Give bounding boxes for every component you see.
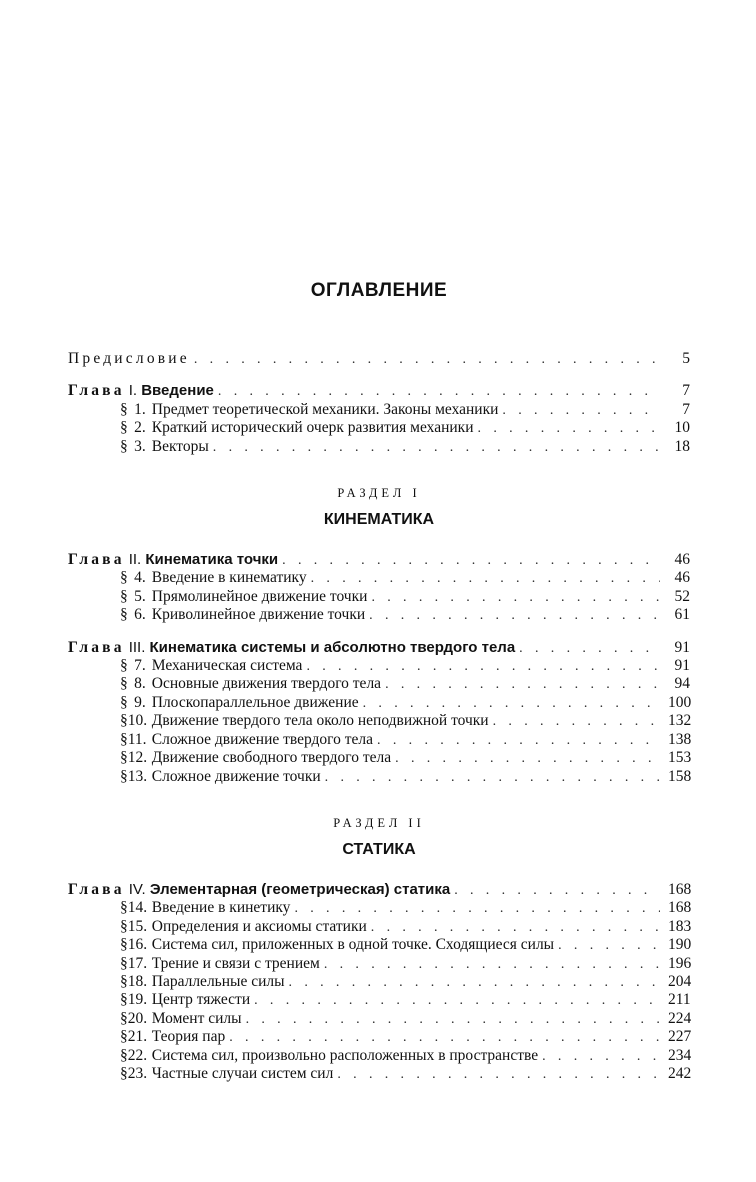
dot-leader [558,937,660,954]
page-number: 10 [674,419,690,437]
page-number: 18 [674,437,690,455]
section-symbol: § [120,419,128,437]
section-symbol: § [120,749,128,767]
toc-section[interactable] [68,401,690,419]
section-number: 7. [134,657,146,675]
toc-entry-preface[interactable] [68,350,690,368]
section-number: 17. [127,954,148,972]
toc-section[interactable] [68,588,690,606]
section-number: 1. [134,400,146,418]
section-number: 5. [134,587,146,605]
dot-leader [519,640,660,657]
page-number: 46 [674,569,690,587]
dot-leader [363,695,660,712]
toc-chapter-1[interactable] [68,382,690,400]
page-number: 190 [668,936,692,954]
page-number: 153 [668,749,692,767]
toc-section[interactable] [68,712,690,730]
dot-leader [254,992,660,1009]
section-symbol: § [120,1009,128,1027]
part-title: КИНЕМАТИКА [323,511,435,529]
dot-leader [385,676,660,693]
section-symbol: § [120,767,128,785]
dot-leader [325,769,660,786]
section-title: Введение в кинетику [151,899,291,917]
section-symbol: § [120,675,128,693]
section-title: Центр тяжести [151,991,251,1009]
section-number: 21. [127,1028,148,1046]
toc-chapter-4[interactable] [68,881,690,899]
page-number: 7 [682,382,690,400]
section-number: 2. [134,419,146,437]
section-title: Система сил, произвольно расположенных в пространстве [151,1046,539,1064]
toc-section[interactable] [68,657,690,675]
section-title: Теория пар [151,1028,226,1046]
section-title: Определения и аксиомы статики [151,917,367,935]
toc-section[interactable] [68,1028,690,1046]
section-title: Предмет теоретической механики. Законы механики [151,400,499,418]
dot-leader [194,351,660,368]
toc-section[interactable] [68,936,690,954]
dot-leader [371,589,660,606]
page-number: 168 [668,899,692,917]
toc-section[interactable] [68,675,690,693]
page-number: 132 [668,712,692,730]
section-title: Плоскопараллельное движение [151,693,359,711]
section-number: 6. [134,606,146,624]
section-symbol: § [120,991,128,1009]
dot-leader [324,956,660,973]
page-number: 94 [674,675,690,693]
dot-leader [306,658,660,675]
dot-leader [213,439,660,456]
dot-leader [282,552,660,569]
section-title: Криволинейное движение точки [151,606,366,624]
section-symbol: § [120,712,128,730]
preface-label: Предисловие [68,350,190,367]
section-title: Момент силы [151,1009,242,1027]
section-number: 11. [127,730,147,748]
section-number: 4. [134,569,146,587]
section-symbol: § [120,1046,128,1064]
toc-section[interactable] [68,419,690,437]
page-number: 211 [668,991,691,1009]
page-number: 168 [668,880,692,898]
toc-section[interactable] [68,973,690,991]
dot-leader [377,732,660,749]
toc-section[interactable] [68,899,690,917]
dot-leader [395,750,660,767]
section-number: 14. [127,899,148,917]
section-number: 9. [134,693,146,711]
section-number: 15. [127,917,148,935]
dot-leader [289,974,660,991]
section-title: Основные движения твердого тела [151,675,382,693]
toc-section[interactable] [68,569,690,587]
section-number: 19. [127,991,148,1009]
section-title: Краткий исторический очерк развития механики [151,419,474,437]
page-number: 158 [668,767,692,785]
chapter-heading: II. Кинематика точки [128,551,279,569]
toc-section[interactable] [68,991,690,1009]
dot-leader [371,919,660,936]
dot-leader [294,900,660,917]
chapter-word: Глава [68,382,125,400]
toc-chapter-3[interactable] [68,639,690,657]
page-number: 234 [668,1046,692,1064]
section-title: Векторы [151,437,209,455]
section-symbol: § [120,954,128,972]
toc-section[interactable] [68,1047,690,1065]
dot-leader [337,1066,660,1083]
toc-section[interactable] [68,694,690,712]
section-title: Частные случаи систем сил [151,1064,334,1082]
page-number: 61 [674,606,690,624]
dot-leader [218,383,660,400]
part-title: СТАТИКА [342,840,416,858]
toc-chapter-2[interactable] [68,551,690,569]
section-number: 8. [134,675,146,693]
page-number: 91 [674,638,690,656]
section-symbol: § [120,1064,128,1082]
section-symbol: § [120,606,128,624]
toc-section[interactable] [68,438,690,456]
page-number: 100 [668,693,692,711]
section-title: Механическая система [151,657,303,675]
table-of-contents [68,280,690,1083]
section-symbol: § [120,437,128,455]
chapter-heading: IV. Элементарная (геометрическая) статика [128,880,451,898]
dot-leader [311,570,660,587]
toc-section[interactable] [68,955,690,973]
page-number: 91 [674,657,690,675]
part-label: РАЗДЕЛ I [337,486,421,501]
section-symbol: § [120,693,128,711]
dot-leader [246,1011,660,1028]
part-label: РАЗДЕЛ II [333,815,425,830]
section-number: 3. [134,437,146,455]
section-symbol: § [120,1028,128,1046]
section-symbol: § [120,917,128,935]
chapter-word: Глава [68,551,125,569]
toc-section[interactable] [68,1065,690,1083]
toc-section[interactable] [68,731,690,749]
chapter-heading: I. Введение [128,382,214,400]
section-number: 12. [127,749,148,767]
dot-leader [454,882,660,899]
section-symbol: § [120,899,128,917]
dot-leader [542,1048,660,1065]
dot-leader [478,420,660,437]
section-number: 10. [127,712,148,730]
section-symbol: § [120,587,128,605]
page-number: 7 [682,400,690,418]
section-title: Трение и связи с трением [151,954,320,972]
dot-leader [493,713,660,730]
section-title: Сложное движение точки [151,767,321,785]
toc-section[interactable] [68,768,690,786]
page-number: 46 [674,551,690,569]
section-title: Прямолинейное движение точки [151,587,368,605]
toc-section[interactable] [68,749,690,767]
section-symbol: § [120,972,128,990]
dot-leader [502,402,660,419]
page-number: 138 [668,730,692,748]
section-title: Введение в кинематику [151,569,307,587]
chapter-heading: III. Кинематика системы и абсолютно твердого тела [128,638,516,656]
section-symbol: § [120,569,128,587]
section-number: 13. [127,767,148,785]
chapter-word: Глава [68,880,125,898]
section-number: 20. [127,1009,148,1027]
section-symbol: § [120,730,128,748]
section-title: Система сил, приложенных в одной точке. Сходящиеся силы [151,936,555,954]
section-symbol: § [120,936,128,954]
dot-leader [369,607,660,624]
section-number: 22. [127,1046,148,1064]
page-number: 242 [668,1064,692,1082]
section-number: 23. [127,1064,148,1082]
page-number: 196 [668,954,692,972]
toc-section[interactable] [68,606,690,624]
page-number: 204 [668,972,692,990]
section-symbol: § [120,657,128,675]
dot-leader [229,1029,660,1046]
page-number: 183 [668,917,692,935]
page-number: 227 [668,1028,692,1046]
page-number: 52 [674,587,690,605]
section-number: 16. [127,936,148,954]
page-number: 224 [668,1009,692,1027]
section-title: Сложное движение твердого тела [151,730,374,748]
toc-section[interactable] [68,1010,690,1028]
section-title: Движение свободного твердого тела [151,749,392,767]
toc-section[interactable] [68,918,690,936]
section-symbol: § [120,400,128,418]
page-title: ОГЛАВЛЕНИЕ [310,280,448,301]
chapter-word: Глава [68,638,125,656]
section-title: Параллельные силы [151,972,285,990]
section-number: 18. [127,972,148,990]
section-title: Движение твердого тела около неподвижной точки [151,712,489,730]
page-number: 5 [682,350,690,367]
